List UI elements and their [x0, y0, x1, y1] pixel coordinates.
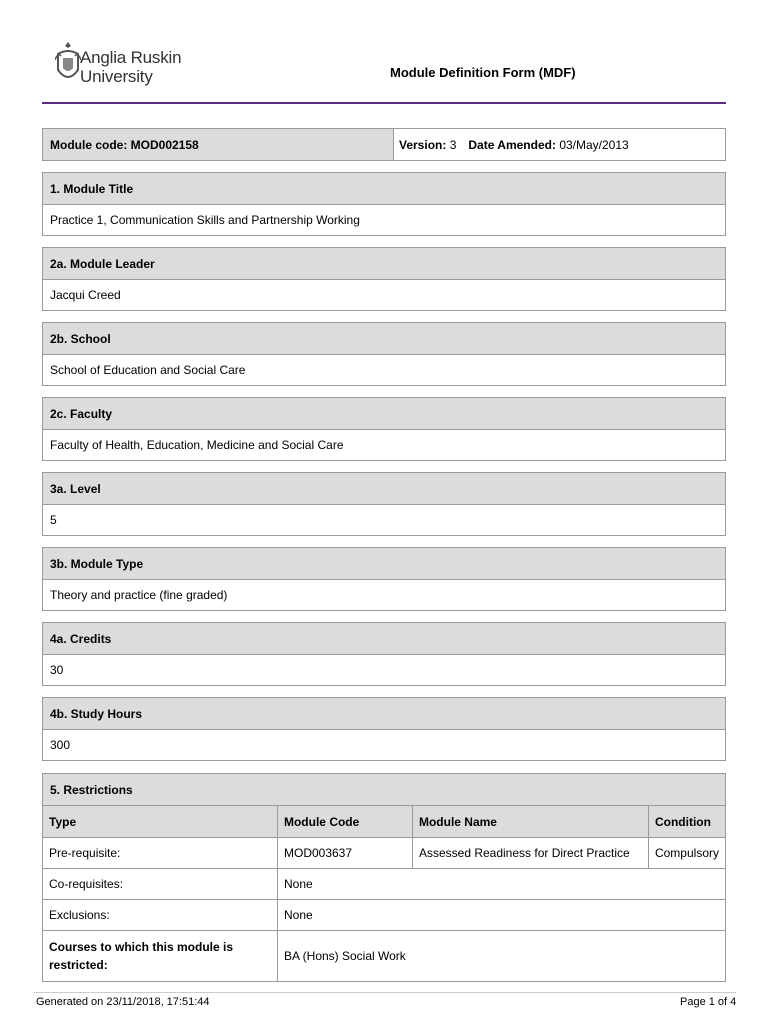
coreq-type: Co-requisites:: [43, 869, 277, 900]
logo-line-2: University: [80, 67, 153, 86]
restrictions-table: [43, 805, 725, 981]
logo-text: [80, 48, 181, 86]
section-module-leader: [42, 247, 726, 311]
table-row: [43, 869, 725, 900]
module-code-row: [42, 128, 726, 161]
module-code: Module code: MOD002158: [43, 129, 394, 160]
table-row: [43, 838, 725, 869]
section-study-hours: [42, 697, 726, 761]
page-number: Page 1 of 4: [680, 996, 737, 1008]
coreq-value: None: [277, 869, 725, 900]
exclusions-value: None: [277, 900, 725, 931]
section-label: 3a. Level: [43, 473, 725, 505]
section-label: 5. Restrictions: [43, 774, 725, 805]
section-label: 2a. Module Leader: [43, 248, 725, 280]
section-value: School of Education and Social Care: [50, 363, 246, 377]
prereq-code: MOD003637: [277, 838, 412, 869]
section-label: 4b. Study Hours: [43, 698, 725, 730]
courses-type: Courses to which this module is restricted:: [43, 931, 277, 982]
section-label: 4a. Credits: [43, 623, 725, 655]
version-date: [394, 129, 725, 160]
section-value: Practice 1, Communication Skills and Partnership Working: [50, 213, 360, 227]
version-label: Version:: [399, 137, 447, 152]
date-amended-label: Date Amended:: [468, 137, 556, 152]
section-label: 1. Module Title: [43, 173, 725, 205]
version-value: 3: [449, 137, 457, 152]
section-value: Theory and practice (fine graded): [50, 588, 228, 602]
form-title: Module Definition Form (MDF): [390, 65, 576, 80]
courses-value: BA (Hons) Social Work: [277, 931, 725, 982]
section-faculty: [42, 397, 726, 461]
section-value: Faculty of Health, Education, Medicine and Social Care: [50, 438, 344, 452]
col-module-name: Module Name: [412, 806, 648, 838]
footer-divider: [34, 992, 736, 993]
crest-icon: [55, 40, 81, 86]
col-module-code: Module Code: [277, 806, 412, 838]
col-condition: Condition: [648, 806, 725, 838]
col-type: Type: [43, 806, 277, 838]
prereq-condition: Compulsory: [648, 838, 725, 869]
table-row: [43, 900, 725, 931]
generated-timestamp: Generated on 23/11/2018, 17:51:44: [36, 996, 210, 1008]
table-header-row: [43, 806, 725, 838]
date-amended-value: 03/May/2013: [559, 137, 629, 152]
section-credits: [42, 622, 726, 686]
prereq-name: Assessed Readiness for Direct Practice: [412, 838, 648, 869]
section-level: [42, 472, 726, 536]
logo-line-1: Anglia Ruskin: [80, 48, 182, 67]
section-module-title: [42, 172, 726, 236]
section-restrictions: [42, 773, 726, 982]
section-label: 2c. Faculty: [43, 398, 725, 430]
section-label: 2b. School: [43, 323, 725, 355]
prereq-type: Pre-requisite:: [43, 838, 277, 869]
header-divider: [42, 102, 726, 104]
section-label: 3b. Module Type: [43, 548, 725, 580]
section-value: 30: [50, 663, 64, 677]
section-value: Jacqui Creed: [50, 288, 121, 302]
section-school: [42, 322, 726, 386]
section-module-type: [42, 547, 726, 611]
exclusions-type: Exclusions:: [43, 900, 277, 931]
section-value: 5: [50, 513, 57, 527]
section-value: 300: [50, 738, 71, 752]
table-row: [43, 931, 725, 982]
